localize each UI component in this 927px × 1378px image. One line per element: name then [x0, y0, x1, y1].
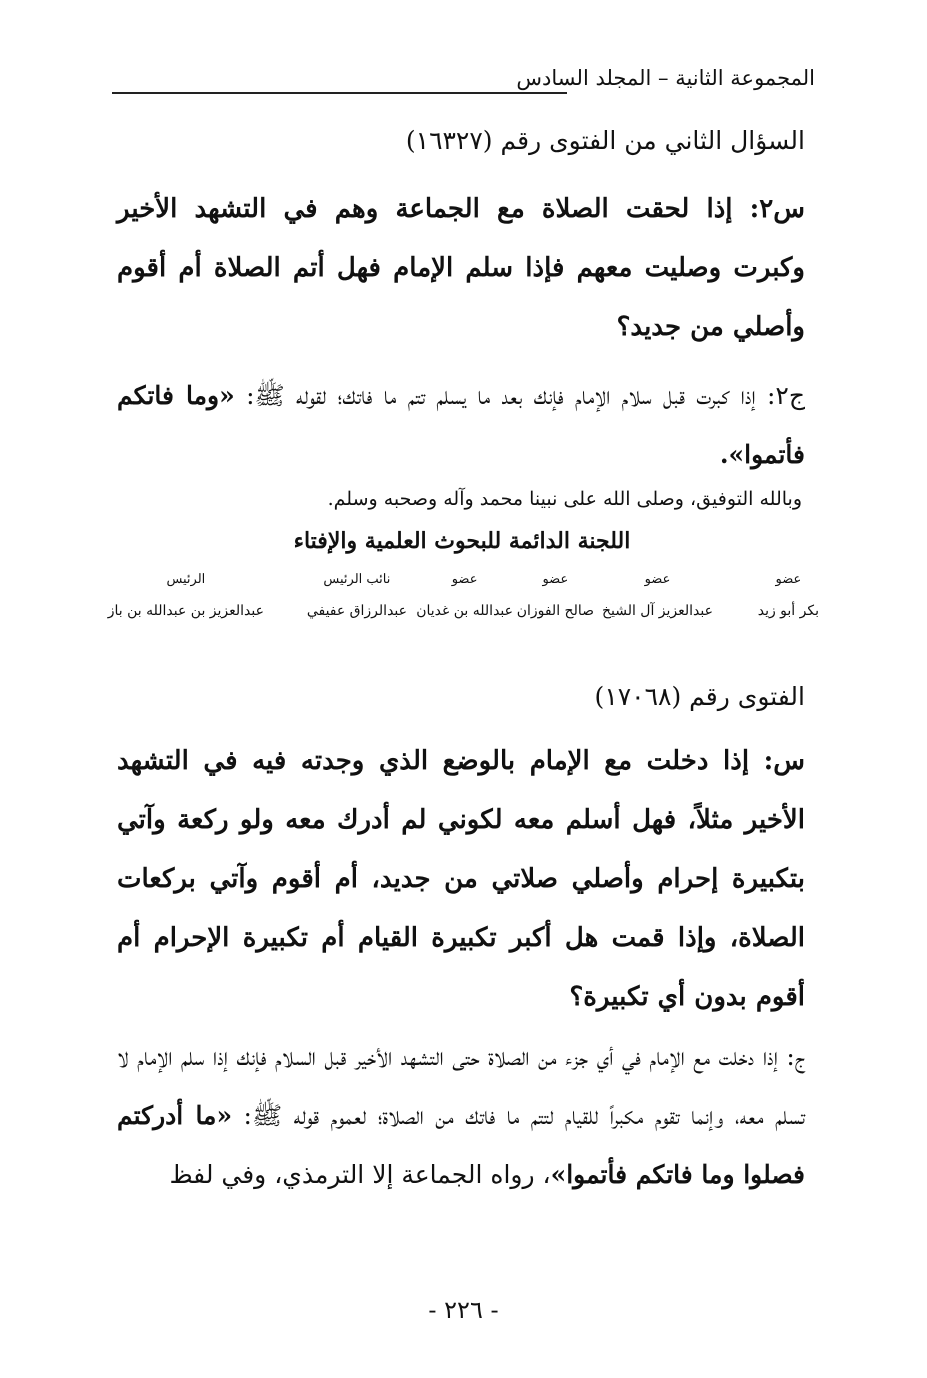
signatory-name: عبدالرزاق عفيفي — [306, 603, 407, 619]
signatory-name: عبدالله بن غديان — [416, 603, 513, 619]
committee-name: اللجنة الدائمة للبحوث العلمية والإفتاء — [293, 528, 631, 554]
fatwa2-question: س: إذا دخلت مع الإمام بالوضع الذي وجدته فيه في التشهد الأخير مثلاً، فهل أسلم معه لكوني لم أدرك معه ولو ركعة وآتي بتكبيرة إحرام وأصلي صلاتي من جديد، أم أقوم وآتي بركعات الصلاة، وإذا قمت هل أكبر تكبيرة القيام أم تكبيرة الإحرام أم أقوم بدون أي تكبيرة؟ — [117, 746, 805, 1012]
running-head: المجموعة الثانية – المجلد السادس — [516, 66, 815, 90]
signatory-role: عضو — [644, 572, 671, 587]
signatory-name: بكر أبو زيد — [757, 603, 819, 619]
signatory-role: عضو — [775, 572, 802, 587]
fatwa1-answer-text: ج٢: إذا كبرت قبل سلام الإمام فإنك بعد ما يسلم تتم ما فاتك؛ لقوله ﷺ: — [246, 381, 805, 410]
fatwa2-heading: الفتوى رقم (١٧٠٦٨) — [594, 682, 805, 711]
signatory — [602, 572, 713, 619]
signatory-name: عبدالعزيز آل الشيخ — [601, 603, 713, 619]
signatory — [416, 572, 513, 619]
signatory — [758, 572, 819, 619]
signatory — [307, 572, 407, 619]
signatory-role: عضو — [451, 572, 478, 587]
fatwa2-answer-quote: «ما أدركتم فصلوا وما فاتكم فأتموا» — [117, 1101, 805, 1189]
signatory — [108, 572, 264, 619]
fatwa2-answer-continuation: ، رواه الجماعة إلا الترمذي، وفي لفظ — [169, 1160, 551, 1189]
fatwa2-answer — [117, 1027, 805, 1204]
signatory-role: نائب الرئيس — [323, 572, 391, 587]
signatory-role: عضو — [542, 572, 569, 587]
signatory-name: عبدالعزيز بن عبدالله بن باز — [107, 603, 264, 619]
fatwa1-closing: وبالله التوفيق، وصلى الله على نبينا محمد وآله وصحبه وسلم. — [327, 488, 802, 510]
fatwa1-answer-quote: «وما فاتكم فأتموا». — [117, 381, 805, 469]
fatwa1-heading: السؤال الثاني من الفتوى رقم (١٦٣٢٧) — [405, 126, 805, 155]
fatwa1-answer — [117, 366, 805, 484]
signatory-name: صالح الفوزان — [516, 603, 594, 619]
signatory — [517, 572, 594, 619]
fatwa2-answer-text: ج: إذا دخلت مع الإمام في أي جزء من الصلاة حتى التشهد الأخير قبل السلام فإنك إذا سلم الإمام لا تسلم معه، وإنما تقوم مكبراً للقيام لتتم ما فاتك من الصلاة؛ لعموم قوله ﷺ: — [117, 1042, 806, 1130]
fatwa1-question: س٢: إذا لحقت الصلاة مع الجماعة وهم في التشهد الأخير وكبرت وصليت معهم فإذا سلم الإمام فهل أتم الصلاة أم أقوم وأصلي من جديد؟ — [117, 194, 805, 342]
running-head-rule — [112, 92, 567, 94]
signatory-role: الرئيس — [166, 572, 206, 587]
page-number: - ٢٢٦ - — [428, 1296, 499, 1324]
